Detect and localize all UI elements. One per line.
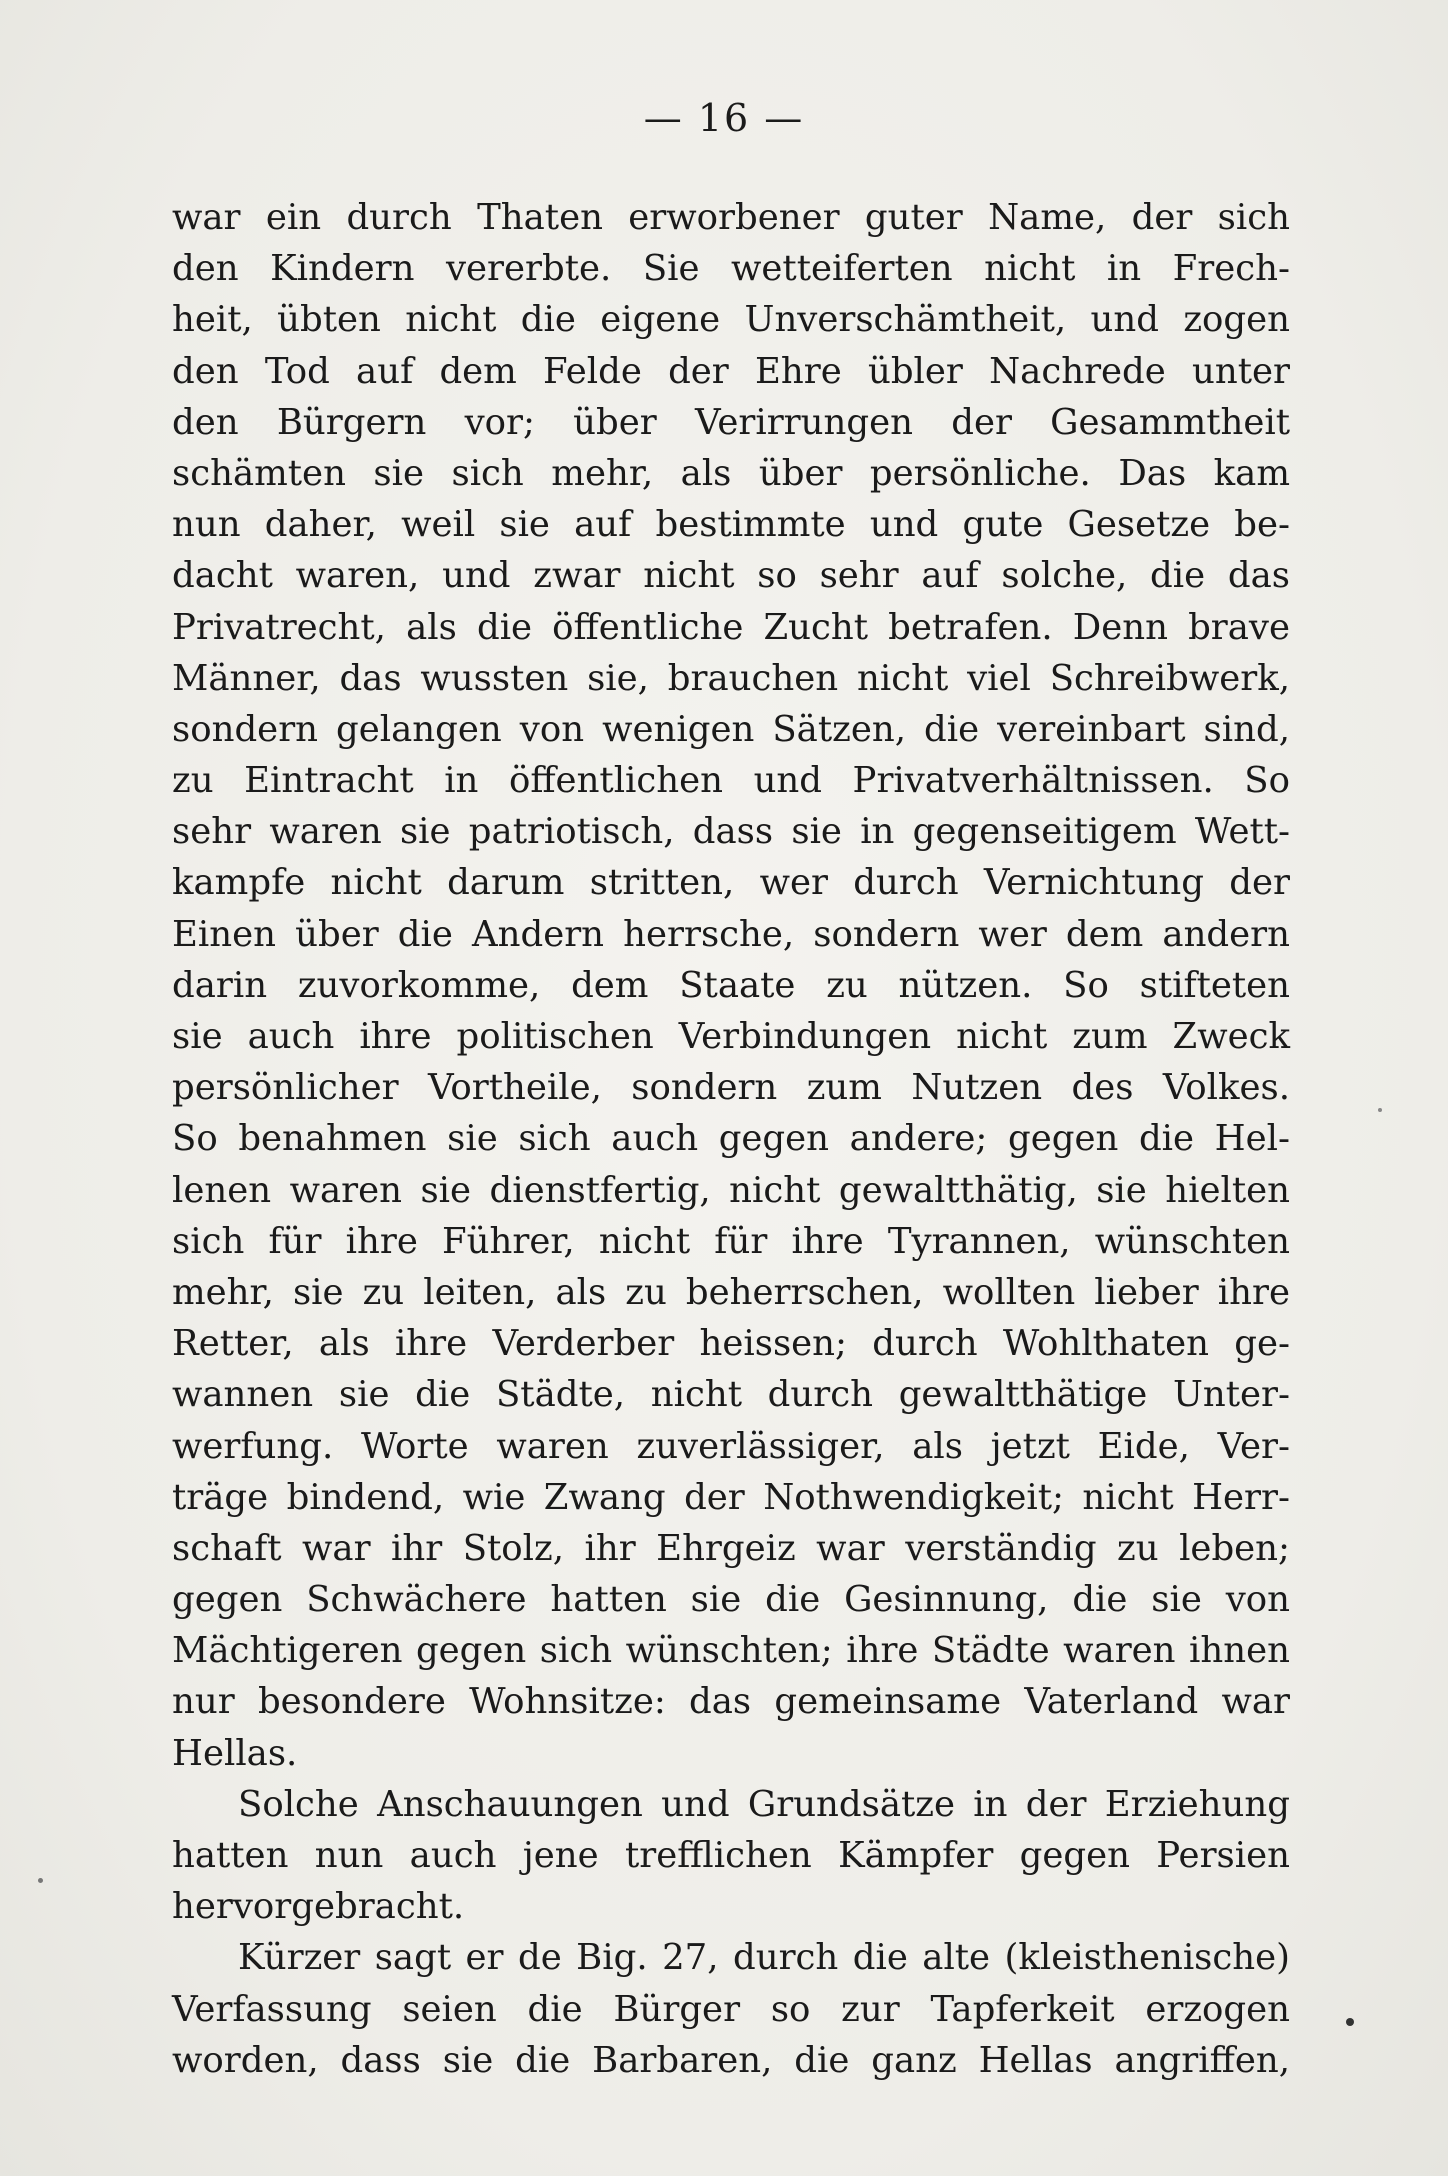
text-line: Männer, das wussten sie, brauchen nicht viel Schreibwerk,: [172, 657, 1290, 699]
text-line: hervorgebracht.: [172, 1886, 465, 1928]
text-line: worden, dass sie die Barbaren, die ganz Hellas angriffen,: [172, 2039, 1290, 2081]
text-line: kampfe nicht darum stritten, wer durch Vernichtung der: [172, 862, 1290, 904]
text-line: werfung. Worte waren zuverlässiger, als jetzt Eide, Ver-: [172, 1425, 1290, 1467]
text-line: sondern gelangen von wenigen Sätzen, die vereinbart sind,: [172, 708, 1290, 750]
text-line: So benahmen sie sich auch gegen andere; gegen die Hel-: [172, 1118, 1290, 1160]
text-line: lenen waren sie dienstfertig, nicht gewaltthätig, sie hielten: [172, 1169, 1290, 1211]
text-line: gegen Schwächere hatten sie die Gesinnung, die sie von: [172, 1579, 1290, 1621]
text-line: zu Eintracht in öffentlichen und Privatverhältnissen. So: [172, 760, 1290, 802]
text-line: Verfassung seien die Bürger so zur Tapferkeit erzogen: [172, 1988, 1290, 2030]
text-line: nur besondere Wohnsitze: das gemeinsame Vaterland war: [172, 1681, 1290, 1723]
text-line: persönlicher Vortheile, sondern zum Nutzen des Volkes.: [172, 1067, 1290, 1109]
text-line: heit, übten nicht die eigene Unverschämtheit, und zogen: [172, 299, 1290, 341]
text-line: sich für ihre Führer, nicht für ihre Tyrannen, wünschten: [172, 1220, 1290, 1262]
text-line: den Tod auf dem Felde der Ehre übler Nachrede unter: [172, 350, 1290, 392]
text-line: sie auch ihre politischen Verbindungen nicht zum Zweck: [172, 1016, 1290, 1057]
text-line: sehr waren sie patriotisch, dass sie in gegenseitigem Wett-: [172, 811, 1290, 853]
ink-speck: [1346, 2018, 1354, 2026]
text-line: hatten nun auch jene trefflichen Kämpfer gegen Persien: [172, 1835, 1290, 1876]
text-line: Mächtigeren gegen sich wünschten; ihre Städte waren ihnen: [172, 1630, 1290, 1672]
text-line: nun daher, weil sie auf bestimmte und gute Gesetze be-: [172, 504, 1290, 546]
text-line: Hellas.: [172, 1732, 298, 1774]
text-line: Retter, als ihre Verderber heissen; durch Wohlthaten ge-: [172, 1323, 1290, 1365]
text-line: mehr, sie zu leiten, als zu beherrschen, wollten lieber ihre: [172, 1271, 1290, 1313]
text-line: schaft war ihr Stolz, ihr Ehrgeiz war verständig zu leben;: [172, 1527, 1290, 1569]
text-line: wannen sie die Städte, nicht durch gewaltthätige Unter-: [172, 1374, 1290, 1416]
text-line: Privatrecht, als die öffentliche Zucht betrafen. Denn brave: [172, 606, 1290, 648]
text-line: Einen über die Andern herrsche, sondern wer dem andern: [172, 913, 1290, 955]
text-line: Solche Anschauungen und Grundsätze in der Erziehung: [238, 1783, 1290, 1825]
text-line: den Kindern vererbte. Sie wetteiferten nicht in Frech-: [172, 248, 1290, 290]
page-number: — 16 —: [643, 96, 805, 140]
body-text: [172, 192, 1290, 2086]
text-line: den Bürgern vor; über Verirrungen der Gesammtheit: [172, 401, 1290, 443]
text-line: dacht waren, und zwar nicht so sehr auf solche, die das: [172, 555, 1290, 597]
text-line: war ein durch Thaten erworbener guter Name, der sich: [172, 197, 1290, 238]
text-line: schämten sie sich mehr, als über persönliche. Das kam: [172, 452, 1290, 494]
text-line: träge bindend, wie Zwang der Nothwendigkeit; nicht Herr-: [172, 1476, 1290, 1518]
ink-speck: [38, 1878, 43, 1883]
text-line: darin zuvorkomme, dem Staate zu nützen. So stifteten: [172, 964, 1290, 1006]
text-line: Kürzer sagt er de Big. 27, durch die alte (kleisthenische): [238, 1937, 1290, 1979]
ink-speck: [1378, 1108, 1382, 1112]
